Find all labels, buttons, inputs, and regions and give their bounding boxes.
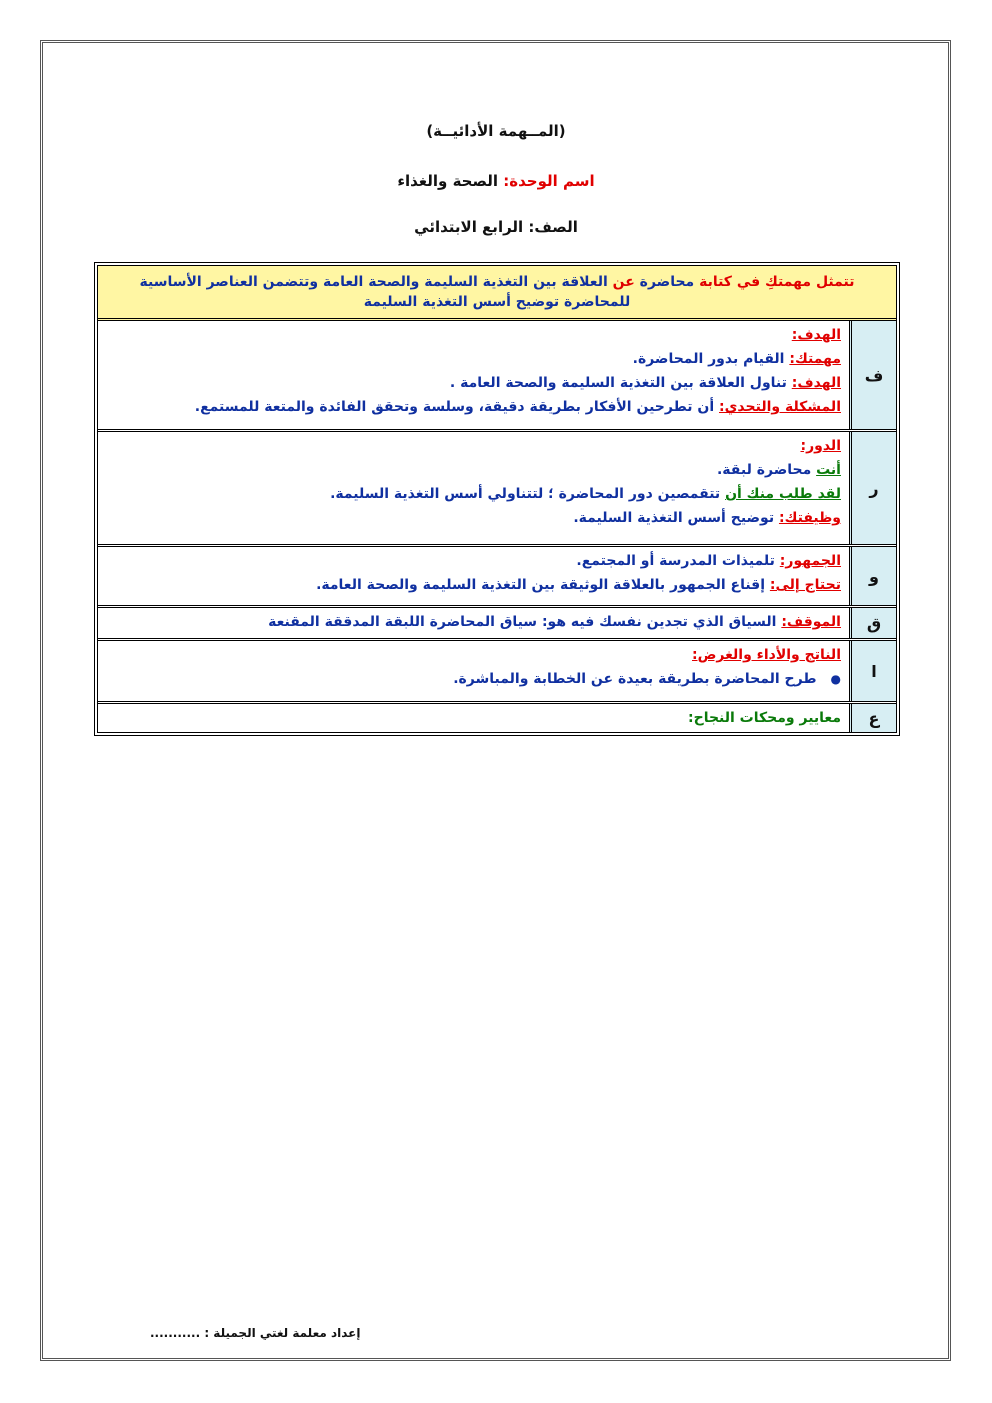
unit-value: الصحة والغذاء <box>397 172 504 190</box>
grasps-table <box>94 262 900 736</box>
banner-text-3: عن <box>612 274 635 290</box>
row-content <box>98 547 849 605</box>
grade-line <box>0 218 992 236</box>
line-label: الموقف: <box>781 614 841 630</box>
page-title: (المــهمة الأدائيــة) <box>426 122 566 140</box>
bullet-icon: ● <box>830 672 841 686</box>
line-label: الهدف: <box>791 375 841 391</box>
grade-value: الرابع الابتدائي <box>414 218 529 236</box>
row-letter: ق <box>849 608 896 638</box>
row-product <box>98 641 896 704</box>
row-letter: ا <box>849 641 896 701</box>
line-text: أن تطرحين الأفكار بطريقة دقيقة، وسلسة وتحقق الفائدة والمتعة للمستمع. <box>194 399 719 415</box>
line-text: السياق الذي تجدين نفسك فيه هو: سياق المحاضرة اللبقة المدققة المقنعة <box>268 614 782 630</box>
row-audience <box>98 547 896 608</box>
banner-text-1: تتمثل مهمتكِ في كتابة <box>699 274 855 290</box>
row-role <box>98 432 896 547</box>
line-label: الجمهور: <box>779 553 841 569</box>
row-letter: و <box>849 547 896 605</box>
row-heading: الدور: <box>800 438 841 454</box>
line-text: تلميذات المدرسة أو المجتمع. <box>576 553 780 569</box>
row-letter: ف <box>849 321 896 429</box>
row-goal <box>98 321 896 432</box>
row-content <box>98 704 849 732</box>
line-text: إقناع الجمهور بالعلاقة الوثيقة بين التغذية السليمة والصحة العامة. <box>316 577 770 593</box>
row-standards <box>98 704 896 732</box>
bullet-text: طرح المحاضرة بطريقة بعيدة عن الخطابة والمباشرة. <box>453 671 817 687</box>
line-label: وظيفتك: <box>778 510 841 526</box>
line-label: المشكلة والتحدي: <box>719 399 841 415</box>
row-heading: الهدف: <box>791 327 841 343</box>
task-banner <box>98 266 896 321</box>
line-label: لقد طلب منك أن <box>725 486 841 502</box>
footer-credit: إعداد معلمة لغتي الجميلة : ........... <box>150 1326 361 1340</box>
row-letter: ع <box>849 704 896 732</box>
row-letter: ر <box>849 432 896 544</box>
grade-label: الصف: <box>528 218 578 236</box>
line-label: تحتاج إلى: <box>769 577 841 593</box>
row-content <box>98 321 849 429</box>
row-heading: معايير ومحكات النجاح: <box>688 710 841 726</box>
line-label: أنت <box>816 462 841 478</box>
line-text: محاضرة لبقة. <box>716 462 817 478</box>
row-content <box>98 608 849 638</box>
line-text: توضيح أسس التغذية السليمة. <box>573 510 779 526</box>
unit-label: اسم الوحدة: <box>503 172 595 190</box>
line-text: تناول العلاقة بين التغذية السليمة والصحة العامة . <box>449 375 792 391</box>
banner-text-2: محاضرة <box>634 274 700 290</box>
line-text: تتقمصين دور المحاضرة ؛ لتتناولي أسس التغذية السليمة. <box>330 486 726 502</box>
line-text: القيام بدور المحاضرة. <box>632 351 790 367</box>
row-situation <box>98 608 896 641</box>
row-content <box>98 641 849 701</box>
row-heading: الناتج والأداء والغرض: <box>692 647 841 663</box>
row-content <box>98 432 849 544</box>
line-label: مهمتك: <box>789 351 841 367</box>
banner-text-4: العلاقة بين التغذية السليمة والصحة العامة وتتضمن العناصر الأساسية للمحاضرة توضيح أسس التغذية السليمة <box>139 274 631 310</box>
unit-line <box>0 172 992 190</box>
